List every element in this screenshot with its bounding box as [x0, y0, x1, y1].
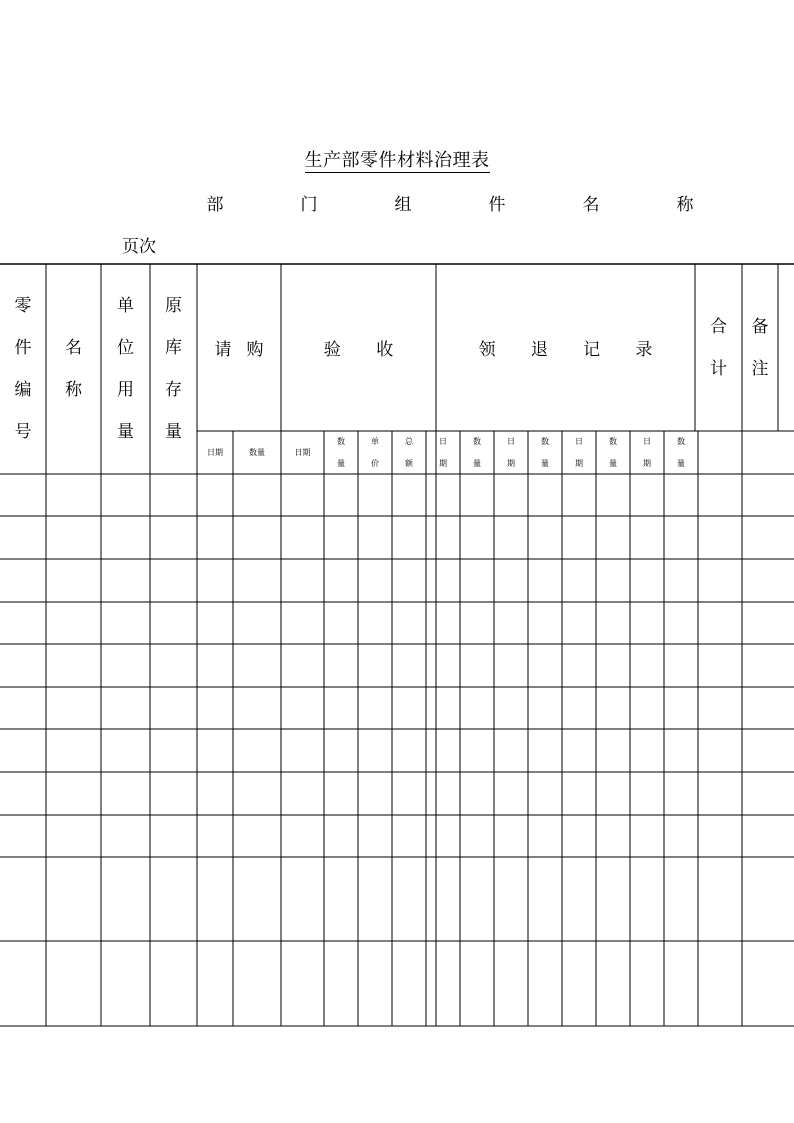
header-char: 件	[14, 338, 32, 358]
header-char: 量	[165, 422, 182, 442]
col-total	[695, 264, 742, 431]
header-field: 称	[676, 195, 694, 215]
header-char: 称	[65, 380, 82, 400]
header-char: 库	[165, 338, 182, 358]
header-char: 单	[117, 296, 134, 316]
header-char: 编	[14, 380, 32, 400]
header-char: 记	[583, 340, 601, 360]
form-title: 生产部零件材料治理表	[304, 150, 490, 171]
header-char: 领	[478, 340, 496, 360]
subheader-label: 日期	[294, 447, 311, 457]
subheader-label: 总 额	[405, 436, 413, 468]
col-name	[46, 264, 101, 474]
header-char: 位	[117, 338, 134, 358]
header-char: 名	[65, 338, 82, 358]
header-field: 门	[300, 195, 318, 215]
subheader-label: 日 期	[575, 436, 583, 468]
subheader-label: 数量	[249, 447, 265, 457]
header-char: 合	[710, 316, 727, 337]
subheader-label: 数 量	[337, 436, 345, 468]
subheader-label: 日 期	[439, 436, 447, 468]
header-char: 量	[117, 422, 134, 442]
header-field: 名	[582, 195, 600, 215]
header-char: 购	[246, 340, 264, 360]
header-char: 用	[117, 380, 134, 400]
subheader-label: 日 期	[643, 436, 651, 468]
subheader-label: 数 量	[677, 436, 685, 468]
subheader-label: 日期	[207, 447, 223, 457]
col-orig-stock	[150, 264, 197, 474]
col-part-no	[0, 264, 46, 474]
header-field: 件	[488, 195, 506, 215]
subheader-label: 数 量	[473, 436, 481, 468]
col-unit-usage	[101, 264, 150, 474]
page-number-label: 页次	[122, 237, 156, 257]
subheader-label: 单 价	[371, 436, 379, 468]
col-remarks	[742, 264, 778, 431]
col-purchase	[197, 264, 281, 431]
subheader-label: 日 期	[507, 436, 515, 468]
header-char: 零	[14, 296, 32, 316]
col-inspect	[281, 264, 436, 431]
header-char: 存	[165, 380, 182, 400]
header-char: 退	[530, 340, 548, 360]
header-char: 请	[214, 340, 232, 360]
header-char: 验	[323, 340, 341, 360]
header-char: 原	[165, 296, 182, 316]
header-field: 组	[394, 195, 412, 215]
header-char: 计	[710, 358, 727, 379]
header-char: 注	[751, 358, 769, 379]
header-char: 备	[751, 316, 769, 337]
header-char: 收	[376, 340, 394, 360]
col-issue-return	[436, 264, 695, 431]
header-char: 号	[14, 422, 32, 442]
header-char: 录	[635, 340, 653, 360]
header-field: 部	[206, 195, 224, 215]
subheader-label: 数 量	[609, 436, 617, 468]
subheader-label: 数 量	[541, 436, 549, 468]
